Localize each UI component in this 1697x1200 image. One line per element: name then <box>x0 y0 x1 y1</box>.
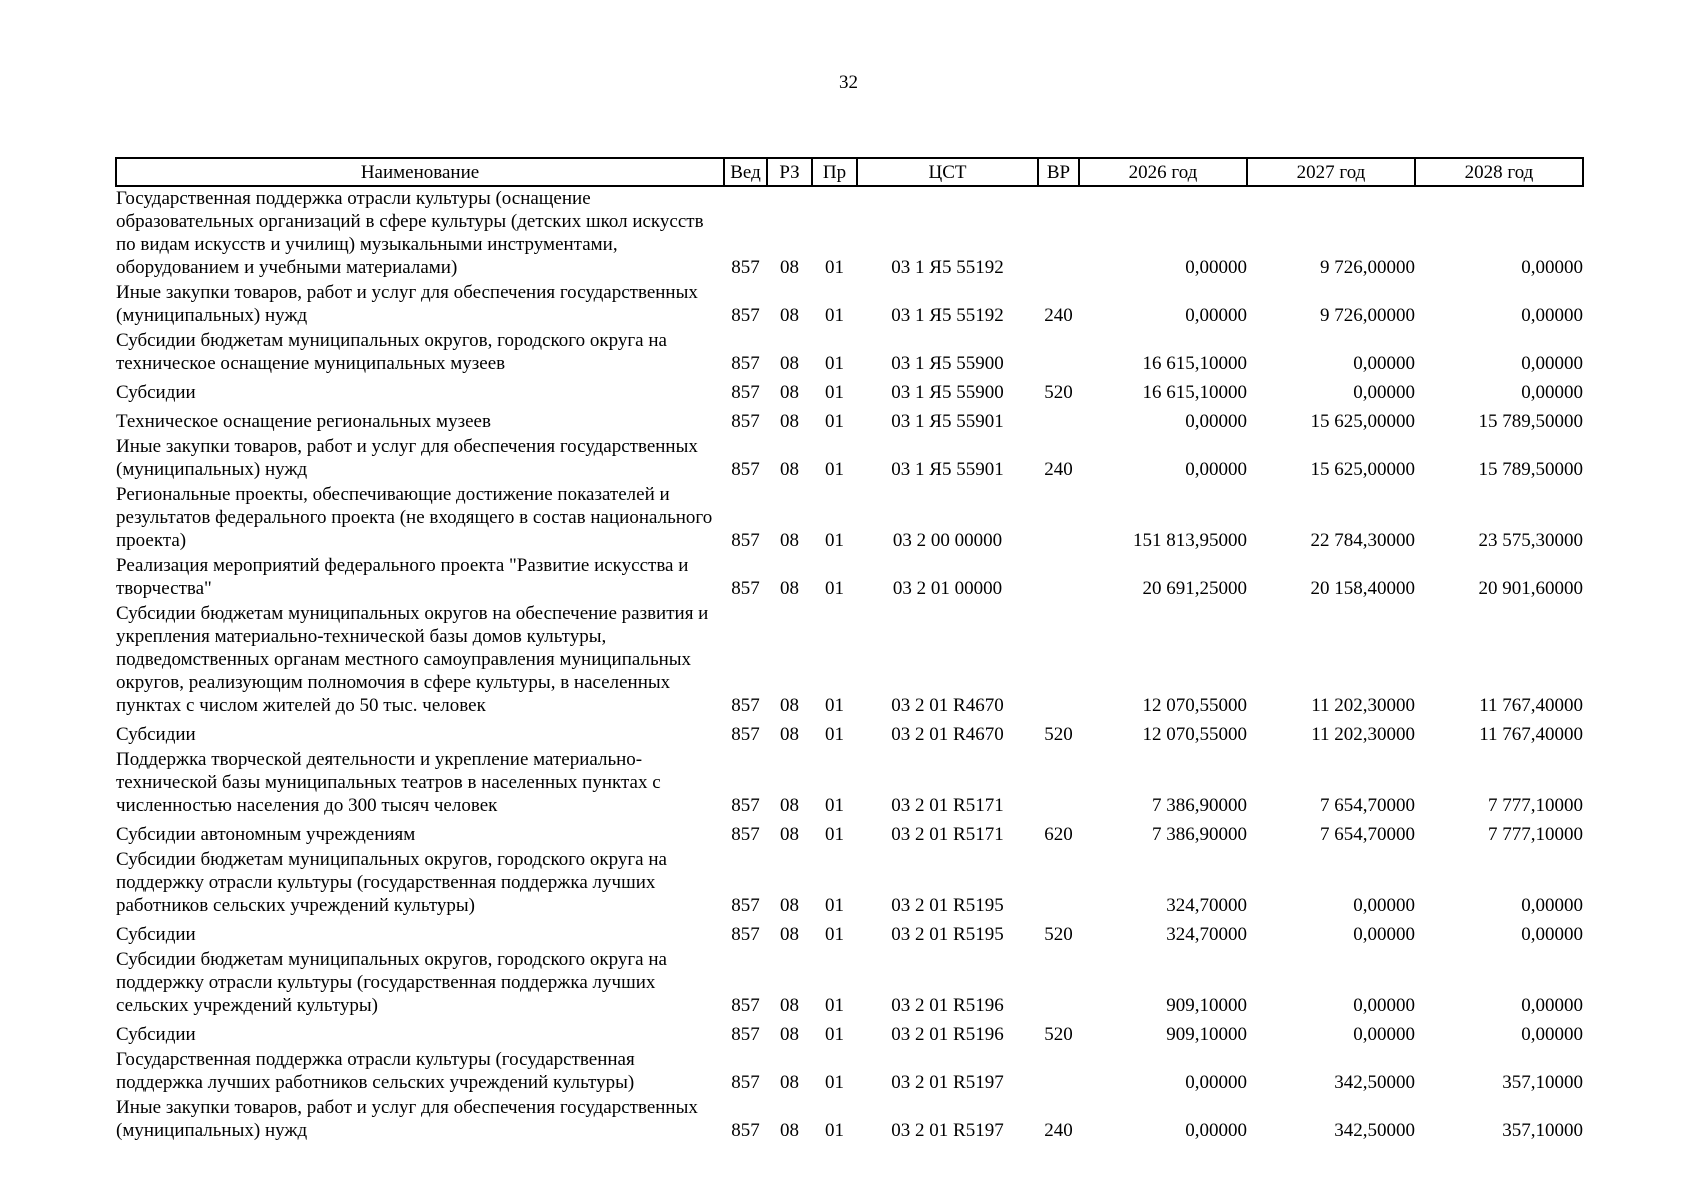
row-ved: 857 <box>731 695 760 716</box>
table-row <box>116 719 1583 748</box>
table-row <box>116 483 1583 554</box>
row-rz: 08 <box>780 695 799 716</box>
row-rz: 08 <box>780 995 799 1016</box>
row-pr: 01 <box>825 459 844 480</box>
row-ved: 857 <box>731 1024 760 1045</box>
row-rz: 08 <box>780 924 799 945</box>
row-value-2027: 15 625,00000 <box>1310 411 1415 432</box>
row-name: Иные закупки товаров, работ и услуг для обеспечения государственных (муниципальных) нужд <box>116 1097 698 1141</box>
table-row <box>116 848 1583 919</box>
row-name: Государственная поддержка отрасли культуры (оснащение образовательных организаций в сфере культуры (детских школ искусств по видам искусств и училищ) музыкальными инструментами, оборудованием и учебными материалами) <box>116 188 704 278</box>
row-rz: 08 <box>780 530 799 551</box>
row-pr: 01 <box>825 1024 844 1045</box>
row-vr: 520 <box>1044 1024 1073 1045</box>
header-cst: ЦСТ <box>857 158 1038 186</box>
row-pr: 01 <box>825 1120 844 1141</box>
table-row <box>116 602 1583 719</box>
row-rz: 08 <box>780 353 799 374</box>
row-ved: 857 <box>731 895 760 916</box>
row-cst: 03 2 01 R5195 <box>891 924 1004 945</box>
row-rz: 08 <box>780 824 799 845</box>
row-name: Субсидии <box>116 1024 196 1045</box>
row-value-2028: 11 767,40000 <box>1479 695 1583 716</box>
row-value-2027: 0,00000 <box>1353 924 1415 945</box>
row-cst: 03 2 01 R5197 <box>891 1072 1004 1093</box>
row-name: Субсидии автономным учреждениям <box>116 824 416 845</box>
row-value-2028: 0,00000 <box>1521 382 1583 403</box>
row-value-2026: 7 386,90000 <box>1152 795 1247 816</box>
row-ved: 857 <box>731 724 760 745</box>
row-ved: 857 <box>731 795 760 816</box>
row-rz: 08 <box>780 1024 799 1045</box>
row-name: Субсидии <box>116 924 196 945</box>
row-vr: 520 <box>1044 924 1073 945</box>
row-value-2027: 9 726,00000 <box>1320 257 1415 278</box>
row-value-2028: 15 789,50000 <box>1478 411 1583 432</box>
row-cst: 03 2 01 R4670 <box>891 724 1004 745</box>
row-name: Субсидии <box>116 724 196 745</box>
row-cst: 03 2 01 00000 <box>892 578 1003 599</box>
row-rz: 08 <box>780 1120 799 1141</box>
header-2026: 2026 год <box>1079 158 1247 186</box>
row-pr: 01 <box>825 995 844 1016</box>
row-ved: 857 <box>731 1072 760 1093</box>
table-row <box>116 1019 1583 1048</box>
row-value-2027: 22 784,30000 <box>1310 530 1415 551</box>
row-ved: 857 <box>731 995 760 1016</box>
header-2028: 2028 год <box>1415 158 1583 186</box>
row-value-2027: 0,00000 <box>1353 382 1415 403</box>
row-rz: 08 <box>780 578 799 599</box>
row-value-2026: 324,70000 <box>1166 895 1247 916</box>
table-row <box>116 819 1583 848</box>
row-value-2026: 16 615,10000 <box>1142 382 1247 403</box>
row-ved: 857 <box>731 578 760 599</box>
row-value-2027: 7 654,70000 <box>1320 824 1415 845</box>
row-value-2027: 9 726,00000 <box>1320 305 1415 326</box>
table-row <box>116 377 1583 406</box>
row-pr: 01 <box>825 795 844 816</box>
row-ved: 857 <box>731 1120 760 1141</box>
row-value-2027: 0,00000 <box>1353 995 1415 1016</box>
table-row <box>116 281 1583 329</box>
row-cst: 03 1 Я5 55901 <box>891 411 1004 432</box>
row-pr: 01 <box>825 895 844 916</box>
row-name: Субсидии бюджетам муниципальных округов, городского округа на техническое оснащение муниципальных музеев <box>116 330 667 374</box>
row-rz: 08 <box>780 257 799 278</box>
row-value-2026: 0,00000 <box>1185 1072 1247 1093</box>
row-rz: 08 <box>780 1072 799 1093</box>
row-name: Поддержка творческой деятельности и укрепление материально-технической базы муниципальных театров в населенных пунктах с численностью населения до 300 тысяч человек <box>116 749 661 816</box>
row-value-2026: 20 691,25000 <box>1142 578 1247 599</box>
table-row <box>116 186 1583 281</box>
row-cst: 03 2 01 R5196 <box>891 1024 1004 1045</box>
row-value-2026: 12 070,55000 <box>1142 724 1247 745</box>
row-name: Иные закупки товаров, работ и услуг для обеспечения государственных (муниципальных) нужд <box>116 282 698 326</box>
row-pr: 01 <box>825 382 844 403</box>
row-value-2026: 0,00000 <box>1185 305 1247 326</box>
row-value-2026: 151 813,95000 <box>1133 530 1247 551</box>
row-rz: 08 <box>780 305 799 326</box>
row-vr: 520 <box>1044 382 1073 403</box>
row-ved: 857 <box>731 824 760 845</box>
row-name: Субсидии бюджетам муниципальных округов, городского округа на поддержку отрасли культуры (государственная поддержка лучших сельских учреждений культуры) <box>116 949 667 1016</box>
row-vr: 620 <box>1044 824 1073 845</box>
page-number: 32 <box>839 72 858 93</box>
row-rz: 08 <box>780 411 799 432</box>
table-row <box>116 435 1583 483</box>
row-value-2028: 357,10000 <box>1502 1120 1583 1141</box>
row-pr: 01 <box>825 530 844 551</box>
row-value-2028: 0,00000 <box>1521 995 1583 1016</box>
row-name: Субсидии бюджетам муниципальных округов, городского округа на поддержку отрасли культуры (государственная поддержка лучших работников сельских учреждений культуры) <box>116 849 667 916</box>
header-2027: 2027 год <box>1247 158 1415 186</box>
row-pr: 01 <box>825 257 844 278</box>
row-ved: 857 <box>731 411 760 432</box>
row-pr: 01 <box>825 695 844 716</box>
row-vr: 240 <box>1044 1120 1073 1141</box>
row-value-2028: 0,00000 <box>1521 305 1583 326</box>
row-pr: 01 <box>825 924 844 945</box>
row-ved: 857 <box>731 382 760 403</box>
row-value-2028: 0,00000 <box>1521 924 1583 945</box>
row-cst: 03 2 00 00000 <box>892 530 1003 551</box>
row-cst: 03 1 Я5 55901 <box>891 459 1004 480</box>
row-cst: 03 2 01 R5197 <box>891 1120 1004 1141</box>
row-value-2027: 7 654,70000 <box>1320 795 1415 816</box>
row-cst: 03 2 01 R5171 <box>891 824 1004 845</box>
header-name: Наименование <box>116 158 724 186</box>
row-value-2027: 15 625,00000 <box>1310 459 1415 480</box>
row-value-2028: 0,00000 <box>1521 1024 1583 1045</box>
row-value-2026: 7 386,90000 <box>1152 824 1247 845</box>
row-vr <box>1038 602 1079 719</box>
row-pr: 01 <box>825 824 844 845</box>
row-vr <box>1038 483 1079 554</box>
table-row <box>116 919 1583 948</box>
header-vr: ВР <box>1038 158 1079 186</box>
row-cst: 03 1 Я5 55192 <box>891 305 1004 326</box>
row-value-2028: 15 789,50000 <box>1478 459 1583 480</box>
row-value-2026: 12 070,55000 <box>1142 695 1247 716</box>
row-ved: 857 <box>731 305 760 326</box>
row-value-2026: 0,00000 <box>1185 459 1247 480</box>
header-rz: РЗ <box>767 158 812 186</box>
row-value-2026: 0,00000 <box>1185 1120 1247 1141</box>
row-vr <box>1038 848 1079 919</box>
row-ved: 857 <box>731 924 760 945</box>
row-rz: 08 <box>780 895 799 916</box>
row-vr: 240 <box>1044 305 1073 326</box>
row-value-2028: 11 767,40000 <box>1479 724 1583 745</box>
row-value-2026: 324,70000 <box>1166 924 1247 945</box>
row-value-2026: 909,10000 <box>1166 1024 1247 1045</box>
row-pr: 01 <box>825 305 844 326</box>
row-value-2027: 11 202,30000 <box>1311 695 1415 716</box>
row-pr: 01 <box>825 411 844 432</box>
row-name: Реализация мероприятий федерального проекта "Развитие искусства и творчества" <box>116 555 689 599</box>
row-vr <box>1038 554 1079 602</box>
table-row <box>116 1048 1583 1096</box>
row-vr <box>1038 1048 1079 1096</box>
row-cst: 03 1 Я5 55192 <box>891 257 1004 278</box>
row-vr: 520 <box>1044 724 1073 745</box>
budget-table <box>115 157 1584 1144</box>
row-value-2027: 342,50000 <box>1334 1072 1415 1093</box>
row-value-2028: 0,00000 <box>1521 895 1583 916</box>
row-value-2027: 0,00000 <box>1353 353 1415 374</box>
row-cst: 03 2 01 R5195 <box>891 895 1004 916</box>
table-header-row <box>116 158 1583 186</box>
row-vr <box>1038 948 1079 1019</box>
row-vr <box>1038 329 1079 377</box>
table-row <box>116 948 1583 1019</box>
row-rz: 08 <box>780 795 799 816</box>
row-pr: 01 <box>825 1072 844 1093</box>
row-cst: 03 1 Я5 55900 <box>891 382 1004 403</box>
row-ved: 857 <box>731 530 760 551</box>
row-value-2028: 0,00000 <box>1521 353 1583 374</box>
table-row <box>116 329 1583 377</box>
table-row <box>116 748 1583 819</box>
row-cst: 03 2 01 R5171 <box>891 795 1004 816</box>
row-cst: 03 2 01 R5196 <box>891 995 1004 1016</box>
row-value-2026: 0,00000 <box>1185 257 1247 278</box>
row-cst: 03 2 01 R4670 <box>891 695 1004 716</box>
row-name: Государственная поддержка отрасли культуры (государственная поддержка лучших работников сельских учреждений культуры) <box>116 1049 635 1093</box>
table-row <box>116 1096 1583 1144</box>
row-value-2026: 0,00000 <box>1185 411 1247 432</box>
row-value-2026: 909,10000 <box>1166 995 1247 1016</box>
table-row <box>116 554 1583 602</box>
row-vr <box>1038 748 1079 819</box>
row-pr: 01 <box>825 724 844 745</box>
row-rz: 08 <box>780 459 799 480</box>
row-ved: 857 <box>731 257 760 278</box>
row-ved: 857 <box>731 353 760 374</box>
header-ved: Вед <box>724 158 767 186</box>
row-value-2027: 0,00000 <box>1353 895 1415 916</box>
row-vr <box>1038 406 1079 435</box>
row-name: Региональные проекты, обеспечивающие достижение показателей и результатов федерального проекта (не входящего в состав национального проекта) <box>116 484 713 551</box>
row-rz: 08 <box>780 382 799 403</box>
row-cst: 03 1 Я5 55900 <box>891 353 1004 374</box>
row-name: Субсидии бюджетам муниципальных округов на обеспечение развития и укрепления материально-технической базы домов культуры, подведомственных органам местного самоуправления муниципальных округов, реализующим полномочия в сфере культуры, в населенных пунктах с числом жителей до 50 тыс. человек <box>116 603 709 716</box>
row-vr: 240 <box>1044 459 1073 480</box>
row-value-2028: 7 777,10000 <box>1488 795 1583 816</box>
header-pr: Пр <box>812 158 857 186</box>
row-pr: 01 <box>825 353 844 374</box>
row-name: Субсидии <box>116 382 196 403</box>
row-value-2027: 11 202,30000 <box>1311 724 1415 745</box>
table-body <box>116 186 1583 1144</box>
row-name: Иные закупки товаров, работ и услуг для обеспечения государственных (муниципальных) нужд <box>116 436 698 480</box>
row-value-2028: 357,10000 <box>1502 1072 1583 1093</box>
table-row <box>116 406 1583 435</box>
row-pr: 01 <box>825 578 844 599</box>
row-value-2028: 7 777,10000 <box>1488 824 1583 845</box>
row-value-2027: 0,00000 <box>1353 1024 1415 1045</box>
row-value-2026: 16 615,10000 <box>1142 353 1247 374</box>
row-rz: 08 <box>780 724 799 745</box>
row-value-2028: 20 901,60000 <box>1478 578 1583 599</box>
row-value-2027: 20 158,40000 <box>1310 578 1415 599</box>
row-vr <box>1038 186 1079 281</box>
row-value-2028: 23 575,30000 <box>1478 530 1583 551</box>
row-value-2028: 0,00000 <box>1521 257 1583 278</box>
row-value-2027: 342,50000 <box>1334 1120 1415 1141</box>
row-ved: 857 <box>731 459 760 480</box>
row-name: Техническое оснащение региональных музеев <box>116 411 491 432</box>
